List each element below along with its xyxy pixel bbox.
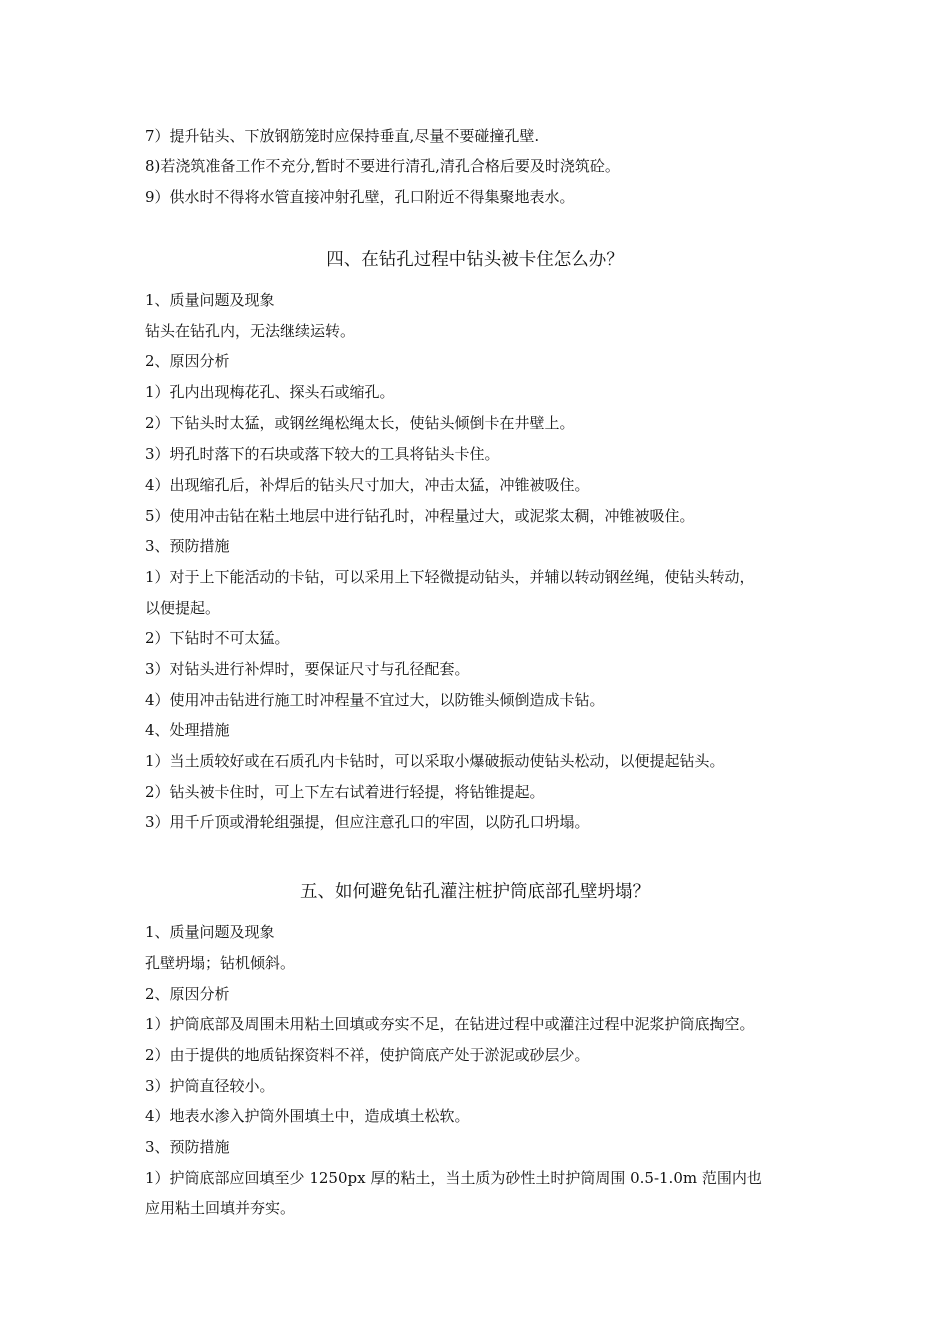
paragraph-line: 1）护筒底部应回填至少 1250px 厚的粘土，当土质为砂性土时护筒周围 0.5-1.0m 范围内也: [145, 1169, 762, 1187]
paragraph-line: 3）护筒直径较小。: [145, 1077, 275, 1095]
paragraph-line: 3）坍孔时落下的石块或落下较大的工具将钻头卡住。: [145, 445, 500, 463]
paragraph-line: 9）供水时不得将水管直接冲射孔壁，孔口附近不得集聚地表水。: [145, 188, 575, 206]
paragraph-line: 2）钻头被卡住时，可上下左右试着进行轻提，将钻锥提起。: [145, 783, 545, 801]
paragraph-line: 孔壁坍塌；钻机倾斜。: [145, 954, 296, 972]
paragraph-line: 3）用千斤顶或滑轮组强提，但应注意孔口的牢固，以防孔口坍塌。: [145, 813, 590, 831]
paragraph-line: 1）对于上下能活动的卡钻，可以采用上下轻微提动钻头，并辅以转动钢丝绳，使钻头转动，: [145, 568, 755, 586]
paragraph-line: 4）使用冲击钻进行施工时冲程量不宜过大，以防锥头倾倒造成卡钻。: [145, 691, 605, 709]
paragraph-line: 1）护筒底部及周围未用粘土回填或夯实不足，在钻进过程中或灌注过程中泥浆护筒底掏空。: [145, 1015, 755, 1033]
paragraph-line: 2、原因分析: [145, 985, 230, 1003]
paragraph-line: 5）使用冲击钻在粘土地层中进行钻孔时，冲程量过大，或泥浆太稠，冲锥被吸住。: [145, 507, 695, 525]
section-heading: 五、如何避免钻孔灌注桩护筒底部孔壁坍塌？: [300, 882, 650, 902]
paragraph-line: 3）对钻头进行补焊时，要保证尺寸与孔径配套。: [145, 660, 470, 678]
paragraph-line: 2）下钻头时太猛，或钢丝绳松绳太长，使钻头倾倒卡在井壁上。: [145, 414, 575, 432]
paragraph-line: 8)若浇筑准备工作不充分,暂时不要进行清孔,清孔合格后要及时浇筑砼。: [145, 157, 620, 175]
paragraph-line: 以便提起。: [145, 599, 221, 617]
paragraph-line: 2）由于提供的地质钻探资料不祥，使护筒底产处于淤泥或砂层少。: [145, 1046, 590, 1064]
paragraph-line: 1、质量问题及现象: [145, 291, 275, 309]
paragraph-line: 4、处理措施: [145, 721, 230, 739]
paragraph-line: 7）提升钻头、下放钢筋笼时应保持垂直,尽量不要碰撞孔壁.: [145, 127, 540, 145]
paragraph-line: 1）孔内出现梅花孔、探头石或缩孔。: [145, 383, 395, 401]
paragraph-line: 2）下钻时不可太猛。: [145, 629, 290, 647]
paragraph-line: 4）地表水渗入护筒外围填土中，造成填土松软。: [145, 1107, 470, 1125]
paragraph-line: 4）出现缩孔后，补焊后的钻头尺寸加大，冲击太猛，冲锥被吸住。: [145, 476, 590, 494]
paragraph-line: 应用粘土回填并夯实。: [145, 1199, 296, 1217]
paragraph-line: 钻头在钻孔内，无法继续运转。: [145, 322, 356, 340]
paragraph-line: 1）当土质较好或在石质孔内卡钻时，可以采取小爆破振动使钻头松动，以便提起钻头。: [145, 752, 725, 770]
paragraph-line: 1、质量问题及现象: [145, 923, 275, 941]
paragraph-line: 3、预防措施: [145, 537, 230, 555]
paragraph-line: 2、原因分析: [145, 352, 230, 370]
paragraph-line: 3、预防措施: [145, 1138, 230, 1156]
section-heading: 四、在钻孔过程中钻头被卡住怎么办？: [326, 250, 624, 270]
